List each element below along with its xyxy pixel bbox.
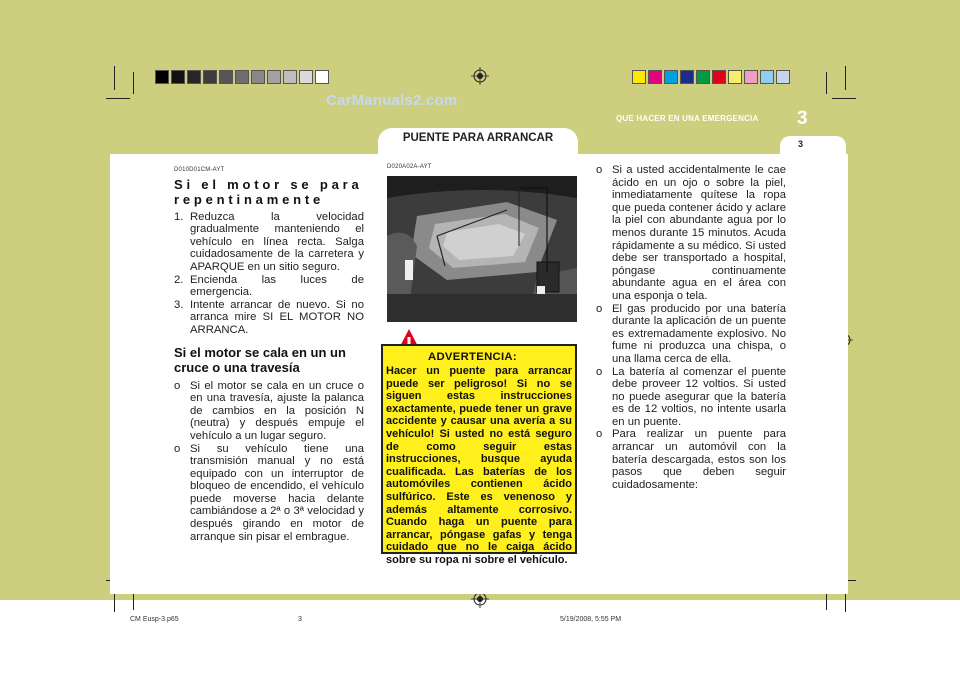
warning-text: Hacer un puente para arrancar puede ser peligroso! Si no se siguen estas instrucciones exactamente, puede tener un grave accidente y causar una avería a su vehículo! Si usted no está seguro de como seguir estas instrucciones, busque ayuda cualificada. Las baterías de los automóviles contienen ácido sulfúrico. Este es venenoso y además altamente corrosivo. Cuando haga un puente para arrancar, póngase gafas y tenga cuidado que no le caiga ácido sobre su ropa ni sobre el vehículo. [386,365,572,566]
list-item: 1. Reduzca la velocidad gradualmente manteniendo el vehículo en línea recta. Salga cuidadosamente de la carretera y APARQUE en un sitio seguro. [174,210,364,273]
chapter-tab [780,136,846,156]
gray-swatch [299,70,313,84]
heading-engine-stops: Si el motor se para repentinamente [174,176,363,207]
gray-swatch [315,70,329,84]
gray-swatch [171,70,185,84]
color-swatch [744,70,758,84]
footer-page: 3 [298,616,302,623]
color-swatch [632,70,646,84]
crop-mark [826,72,827,94]
crop-mark [845,66,846,90]
list-item: 3. Intente arrancar de nuevo. Si no arranca mire SI EL MOTOR NO ARRANCA. [174,298,364,336]
engine-bay-illustration [387,176,577,322]
gray-swatch [235,70,249,84]
list-item: o La batería al comenzar el puente debe proveer 12 voltios. Si usted no puede asegurar que la batería es de 12 voltios, no intente usarla en un puente. [596,365,786,428]
list-item: o Si a usted accidentalmente le cae ácido en un ojo o sobre la piel, inmediatamente quítese la ropa que pueda contener ácido y aclare la piel con abundante agua por lo menos durante 15 minutos. Acuda rápidamente a su médico. Si usted debe ser transportado a hospital, póngase continuamente abundante agua en el área con una esponja o tela. [596,164,786,302]
chapter-number: 3 [797,108,808,129]
warning-box [381,344,577,566]
heading-engine-stalls: Si el motor se cala en un un cruce o una travesía [174,344,346,375]
section-code: D020A02A-AYT [387,164,432,170]
color-swatch [696,70,710,84]
crop-mark [832,98,856,99]
crop-mark [133,72,134,94]
color-swatch [680,70,694,84]
gray-swatch [187,70,201,84]
footer-date: 5/19/2008, 5:55 PM [560,616,622,623]
engine-bay-photo [387,176,577,322]
bottom-margin [0,600,960,678]
gray-swatch [283,70,297,84]
list-item: o Para realizar un puente para arrancar un automóvil con la batería descargada, estos son los pasos que deben seguir cuidadosamente: [596,428,786,491]
crop-mark [106,98,130,99]
list-item: o Si el motor se cala en un cruce o en una travesía, ajuste la palanca de cambios en la posición N (neutra) y después empuje el vehículo a un lugar seguro. [174,379,364,442]
section-tab-label: PUENTE PARA ARRANCAR [402,132,554,144]
chapter-tab-number: 3 [798,139,804,149]
registration-mark-icon [471,67,489,85]
right-column [596,164,786,491]
gray-swatch [219,70,233,84]
gray-swatch [267,70,281,84]
left-column [174,164,364,543]
color-swatch [760,70,774,84]
crop-mark [114,66,115,90]
section-title: QUE HACER EN UNA EMERGENCIA [616,114,759,123]
photo-code: OCM054001 [534,313,574,320]
watermark[interactable]: CarManuals2.com [326,92,458,109]
warning-title: ADVERTENCIA: [428,351,517,363]
color-swatch [776,70,790,84]
list-item: 2. Encienda las luces de emergencia. [174,273,364,299]
color-swatch [664,70,678,84]
gray-swatch [203,70,217,84]
section-code: D010D01CM-AYT [174,167,225,173]
color-swatch [648,70,662,84]
gray-swatch [251,70,265,84]
list-item: o Si su vehículo tiene una transmisión manual y no está equipado con un interruptor de bloqueo de encendido, el vehículo puede moverse hacia delante cambiándose a 2ª o 3ª velocidad y después girando en motor de arranque sin pisar el embrague. [174,442,364,543]
color-swatch [728,70,742,84]
color-swatch [712,70,726,84]
gray-swatch [155,70,169,84]
footer-file: CM Eusp-3.p65 [130,616,179,623]
list-item: o El gas producido por una batería durante la aplicación de un puente es extremadamente explosivo. No fume ni produzca una chispa, o una llama cerca de ella. [596,302,786,365]
